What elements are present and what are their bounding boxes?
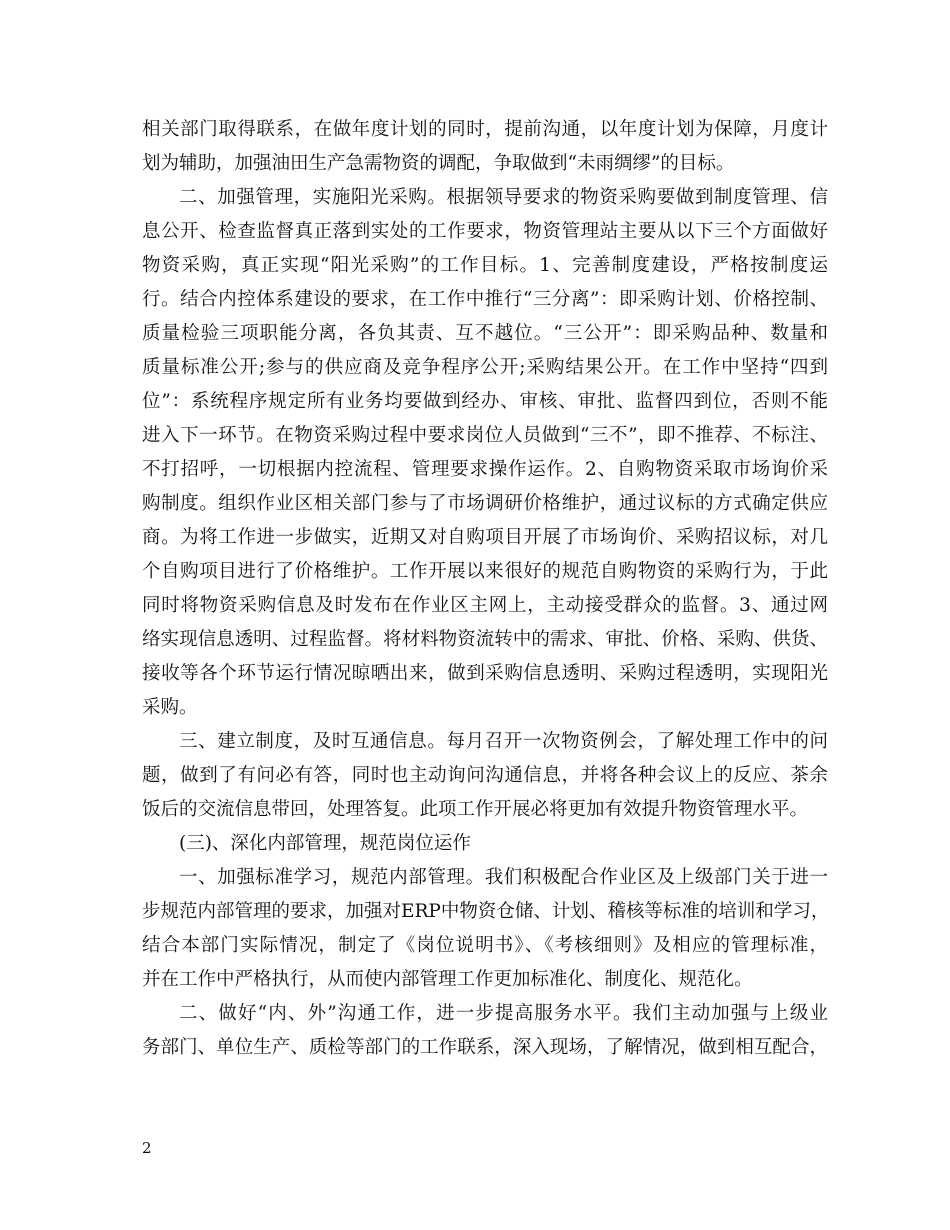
text-line: 行。结合内控体系建设的要求，在工作中推行“三分离”：即采购计划、价格控制、 <box>142 289 828 310</box>
text-line: 划为辅助，加强油田生产急需物资的调配，争取做到“未雨绸缪”的目标。 <box>142 153 735 174</box>
text-line: 步规范内部管理的要求，加强对ERP中物资仓储、计划、稽核等标准的培训和学习， <box>142 901 830 922</box>
text-line: 采购。 <box>142 697 198 718</box>
text-line: 购制度。组织作业区相关部门参与了市场调研价格维护，通过议标的方式确定供应 <box>142 493 828 514</box>
paragraph-first-line: 二、做好“内、外”沟通工作，进一步提高服务水平。我们主动加强与上级业 <box>179 1003 828 1024</box>
text-line: 物资采购，真正实现“阳光采购”的工作目标。1、完善制度建设，严格按制度运 <box>142 255 828 276</box>
section-heading: (三)、深化内部管理，规范岗位运作 <box>179 833 471 854</box>
text-line: 相关部门取得联系，在做年度计划的同时，提前沟通，以年度计划为保障，月度计 <box>142 119 828 140</box>
text-line: 质量标准公开;参与的供应商及竞争程序公开;采购结果公开。在工作中坚持“四到 <box>142 357 828 378</box>
text-line: 饭后的交流信息带回，处理答复。此项工作开展必将更加有效提升物资管理水平。 <box>142 799 809 820</box>
page-number: 2 <box>142 1139 152 1157</box>
text-line: 个自购项目进行了价格维护。工作开展以来很好的规范自购物资的采购行为，于此 <box>142 561 828 582</box>
paragraph-first-line: 三、建立制度，及时互通信息。每月召开一次物资例会，了解处理工作中的问 <box>179 731 828 752</box>
text-line: 不打招呼，一切根据内控流程、管理要求操作运作。2、自购物资采取市场询价采 <box>142 459 828 480</box>
text-line: 务部门、单位生产、质检等部门的工作联系，深入现场，了解情况，做到相互配合， <box>142 1037 828 1058</box>
text-line: 络实现信息透明、过程监督。将材料物资流转中的需求、审批、价格、采购、供货、 <box>142 629 828 650</box>
text-line: 质量检验三项职能分离，各负其责、互不越位。“三公开”：即采购品种、数量和 <box>142 323 828 344</box>
text-line: 位”：系统程序规定所有业务均要做到经办、审核、审批、监督四到位，否则不能 <box>142 391 828 412</box>
text-line: 题，做到了有问必有答，同时也主动询问沟通信息，并将各种会议上的反应、茶余 <box>142 765 828 786</box>
paragraph-first-line: 二、加强管理，实施阳光采购。根据领导要求的物资采购要做到制度管理、信 <box>179 187 828 208</box>
document-body <box>142 113 828 1065</box>
text-line: 并在工作中严格执行，从而使内部管理工作更加标准化、制度化、规范化。 <box>142 969 753 990</box>
text-line: 同时将物资采购信息及时发布在作业区主网上，主动接受群众的监督。3、通过网 <box>142 595 828 616</box>
paragraph-first-line: 一、加强标准学习，规范内部管理。我们积极配合作业区及上级部门关于进一 <box>179 867 828 888</box>
text-line: 商。为将工作进一步做实，近期又对自购项目开展了市场询价、采购招议标，对几 <box>142 527 828 548</box>
text-line: 接收等各个环节运行情况晾晒出来，做到采购信息透明、采购过程透明，实现阳光 <box>142 663 828 684</box>
text-line: 结合本部门实际情况，制定了《岗位说明书》、《考核细则》及相应的管理标准， <box>142 935 828 956</box>
text-line: 息公开、检查监督真正落到实处的工作要求，物资管理站主要从以下三个方面做好 <box>142 221 828 242</box>
text-line: 进入下一环节。在物资采购过程中要求岗位人员做到“三不”，即不推荐、不标注、 <box>142 425 828 446</box>
